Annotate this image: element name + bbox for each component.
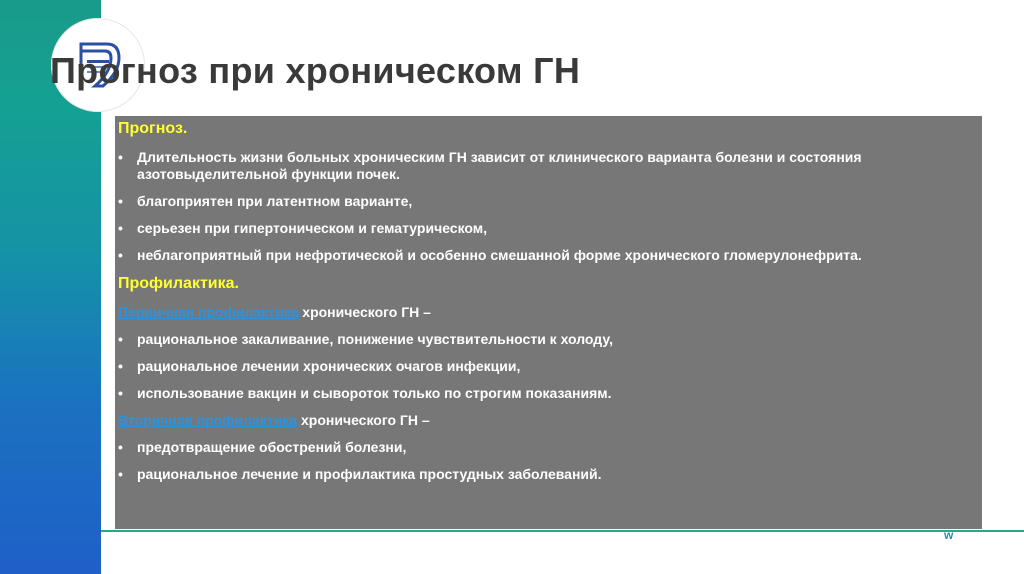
secondary-prevention-item: • рациональное лечение и профилактика простудных заболеваний. [118,466,602,482]
primary-prevention-link[interactable]: Первичная профилактика [118,304,299,320]
bullet-glyph: • [118,439,123,455]
bullet-glyph: • [118,220,123,236]
bullet-glyph: • [118,358,123,374]
prognosis-item: • неблагоприятный при нефротической и особенно смешанной форме хронического гломерулонефрита. [118,247,862,263]
bullet-glyph: • [118,331,123,347]
bullet-glyph: • [118,149,123,165]
prognosis-item: • серьезен при гипертоническом и гематурическом, [118,220,488,236]
corner-mark: w [944,528,954,542]
primary-prevention-item: • использование вакцин и сывороток только по строгим показаниям. [118,385,612,401]
bullet-glyph: • [118,466,123,482]
primary-prevention-item: • рациональное закаливание, понижение чувствительности к холоду, [118,331,613,347]
bullet-glyph: • [118,247,123,263]
prevention-heading: Профилактика. [118,275,239,292]
content-panel [115,116,982,529]
prognosis-heading: Прогноз. [118,120,188,137]
primary-prevention-item: • рациональное лечении хронических очагов инфекции, [118,358,521,374]
prognosis-item: • Длительность жизни больных хроническим ГН зависит от клинического варианта болезни и состояния азотовыделительной функции почек. [118,149,862,182]
bottom-divider [101,530,1024,532]
bullet-glyph: • [118,385,123,401]
secondary-prevention-subhead: Вторичная профилактика хронического ГН – [118,412,430,428]
slide-title: Прогноз при хроническом ГН [50,50,581,91]
secondary-prevention-item: • предотвращение обострений болезни, [118,439,407,455]
bullet-glyph: • [118,193,123,209]
secondary-prevention-link[interactable]: Вторичная профилактика [118,412,298,428]
primary-prevention-subhead: Первичная профилактика хронического ГН – [118,304,431,320]
prognosis-item: • благоприятен при латентном варианте, [118,193,413,209]
